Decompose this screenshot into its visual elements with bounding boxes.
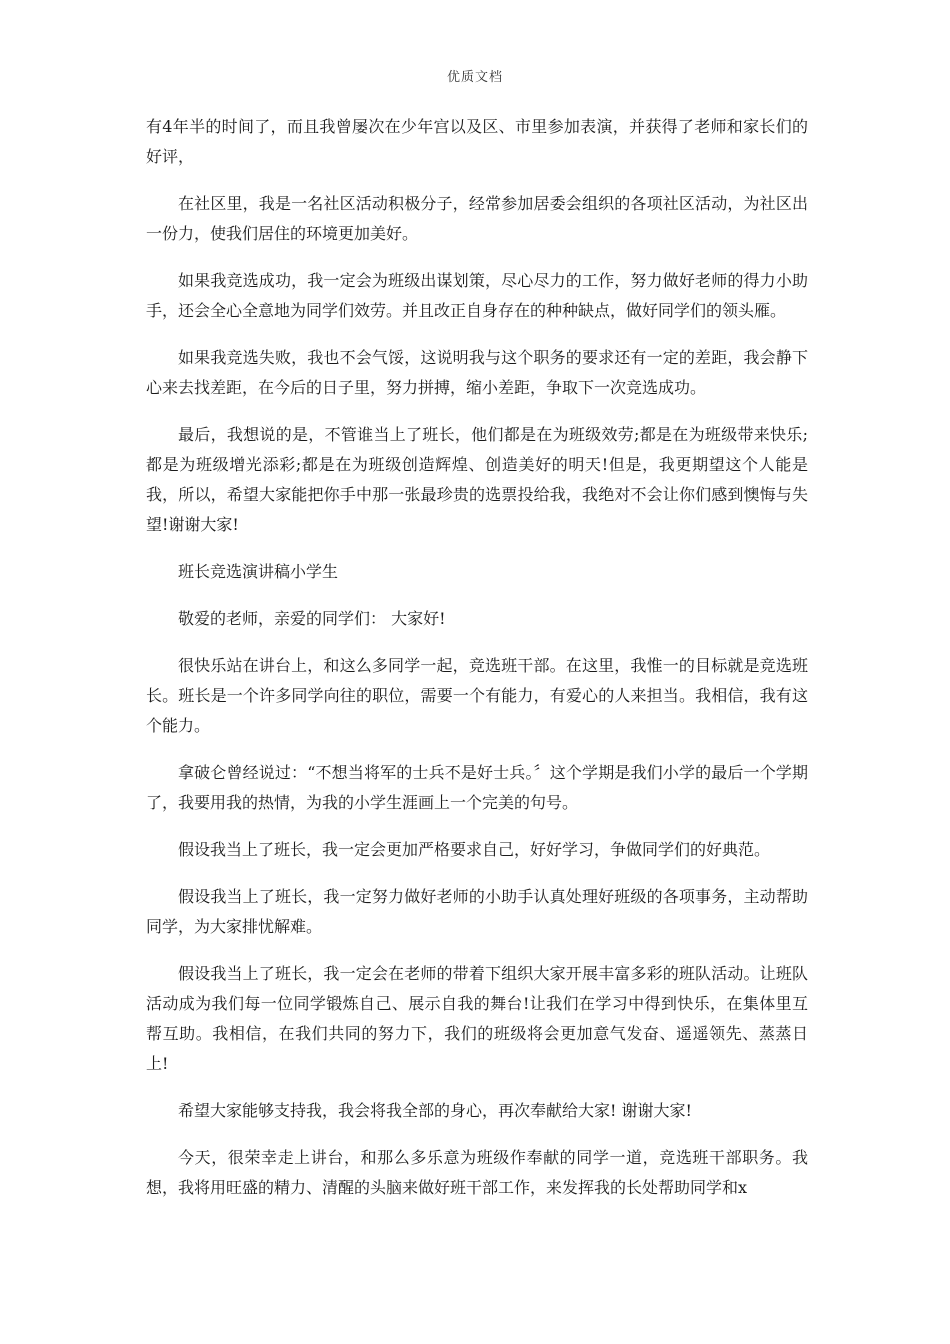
paragraph: 假设我当上了班长，我一定会在老师的带着下组织大家开展丰富多彩的班队活动。让班队活动成为我们每一位同学锻炼自己、展示自我的舞台!让我们在学习中得到快乐，在集体里互帮互助。我相信，在我们共同的努力下，我们的班级将会更加意气发奋、遥遥领先、蒸蒸日上! bbox=[146, 964, 808, 1073]
section-title: 班长竞选演讲稿小学生 bbox=[178, 562, 339, 581]
page-header: 优质文档 bbox=[446, 70, 503, 85]
paragraph: 有4年半的时间了，而且我曾屡次在少年宫以及区、市里参加表演，并获得了老师和家长们的好评， bbox=[146, 117, 808, 166]
paragraph: 拿破仑曾经说过：“不想当将军的士兵不是好士兵。〞这个学期是我们小学的最后一个学期了，我要用我的热情，为我的小学生涯画上一个完美的句号。 bbox=[146, 763, 808, 812]
paragraph: 假设我当上了班长，我一定会更加严格要求自己，好好学习，争做同学们的好典范。 bbox=[178, 840, 771, 859]
paragraph: 如果我竞选失败，我也不会气馁，这说明我与这个职务的要求还有一定的差距，我会静下心来去找差距，在今后的日子里，努力拼搏，缩小差距，争取下一次竞选成功。 bbox=[146, 348, 808, 397]
paragraph: 希望大家能够支持我，我会将我全部的身心，再次奉献给大家! 谢谢大家! bbox=[178, 1101, 692, 1120]
paragraph: 最后，我想说的是，不管谁当上了班长，他们都是在为班级效劳;都是在为班级带来快乐;都是为班级增光添彩;都是在为班级创造辉煌、创造美好的明天!但是，我更期望这个人能是我，所以，希望大家能把你手中那一张最珍贵的选票投给我，我绝对不会让你们感到懊悔与失望!谢谢大家! bbox=[146, 425, 808, 534]
paragraph: 假设我当上了班长，我一定努力做好老师的小助手认真处理好班级的各项事务，主动帮助同学，为大家排忧解难。 bbox=[146, 887, 808, 936]
paragraph: 今天，很荣幸走上讲台，和那么多乐意为班级作奉献的同学一道，竞选班干部职务。我想，我将用旺盛的精力、清醒的头脑来做好班干部工作，来发挥我的长处帮助同学和x bbox=[146, 1148, 808, 1197]
paragraph: 在社区里，我是一名社区活动积极分子，经常参加居委会组织的各项社区活动，为社区出一份力，使我们居住的环境更加美好。 bbox=[146, 194, 808, 243]
salutation: 敬爱的老师，亲爱的同学们： 大家好! bbox=[178, 609, 446, 628]
document-body bbox=[146, 112, 808, 1220]
paragraph: 如果我竞选成功，我一定会为班级出谋划策，尽心尽力的工作，努力做好老师的得力小助手，还会全心全意地为同学们效劳。并且改正自身存在的种种缺点，做好同学们的领头雁。 bbox=[146, 271, 808, 320]
paragraph: 很快乐站在讲台上，和这么多同学一起，竞选班干部。在这里，我惟一的目标就是竞选班长。班长是一个许多同学向往的职位，需要一个有能力，有爱心的人来担当。我相信，我有这个能力。 bbox=[146, 656, 808, 735]
